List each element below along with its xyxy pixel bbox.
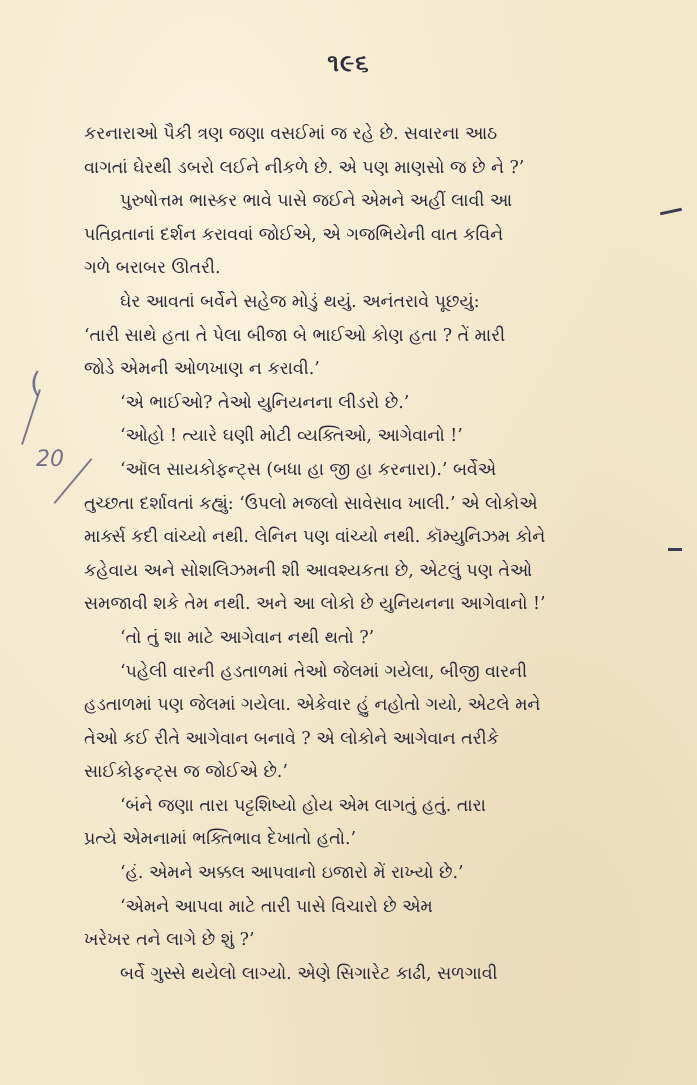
paragraph: [84, 420, 666, 454]
paragraph: [84, 857, 666, 891]
page-number: ૧૯૬: [327, 48, 370, 77]
body-text: [84, 118, 666, 991]
text-line: ‘તારી સાથે હતા તે પેલા બીજા બે ભાઈઓ કોણ હતા ? તેં મારી: [84, 325, 506, 346]
text-line: ‘એ ભાઈઓ? તેઓ યુનિયનના લીડરો છે.’: [120, 392, 410, 413]
pencil-margin-note: 20: [36, 447, 64, 472]
text-line: ખરેખર તને લાગે છે શું ?’: [84, 930, 255, 951]
pencil-bracket-mark: (: [30, 366, 41, 399]
text-line: ‘પહેલી વારની હડતાળમાં તેઓ જેલમાં ગયેલા, બીજી વારની: [120, 661, 528, 682]
text-line: ‘એમને આપવા માટે તારી પાસે વિચારો છે એમ: [120, 896, 433, 917]
text-line: કહેવાય અને સોશલિઝમની શી આવશ્યકતા છે, એટલું પણ તેઓ: [84, 560, 533, 581]
margin-ink-mark: [668, 548, 682, 551]
text-line: ‘બંને જણા તારા પટ્ટશિષ્યો હોય એમ લાગતું હતું. તારા: [120, 795, 486, 816]
paragraph: [84, 118, 666, 185]
text-line: માર્ક્સ કદી વાંચ્યો નથી. લેનિન પણ વાંચ્યો નથી. કૉમ્યુનિઝમ કોને: [84, 527, 546, 548]
text-line: સમજાવી શકે તેમ નથી. અને આ લોકો છે યુનિયનના આગેવાનો !’: [84, 594, 546, 615]
paragraph: [84, 958, 666, 992]
text-line: પતિવ્રતાનાં દર્શન કરાવવાં જોઈએ, એ ગજભિયેની વાત કવિને: [84, 224, 504, 245]
paragraph: [84, 387, 666, 421]
paragraph: [84, 790, 666, 857]
text-line: ‘હં. એમને અક્કલ આપવાનો ઇજારો મેં રાખ્યો છે.’: [120, 863, 464, 884]
text-line: પ્રત્યે એમનામાં ભક્તિભાવ દેખાતો હતો.’: [84, 829, 357, 850]
text-line: કરનારાઓ પૈકી ત્રણ જણા વસઈમાં જ રહે છે. સવારના આઠ: [84, 124, 498, 144]
text-line: હડતાળમાં પણ જેલમાં ગયેલા. એકેવાર હું નહોતો ગયો, એટલે મને: [84, 695, 541, 716]
text-line: જોડે એમની ઓળખાણ ન કરાવી.’: [84, 359, 320, 380]
paragraph: [84, 185, 666, 286]
text-line: સાઈકોફન્ટ્સ જ જોઈએ છે.’: [84, 762, 288, 783]
text-line: ‘ઑલ સાયકોફન્ટ્સ (બધા હા જી હા કરનારા).’ બર્વેએ: [120, 459, 497, 480]
text-line: ગળે બરાબર ઊતરી.: [84, 258, 221, 279]
text-line: ‘ઓહો ! ત્યારે ઘણી મોટી વ્યક્તિઓ, આગેવાનો !’: [120, 426, 463, 447]
text-line: બર્વે ગુસ્સે થયેલો લાગ્યો. એણે સિગારેટ કાઢી, સળગાવી: [120, 963, 498, 984]
text-line: પુરુષોત્તમ ભાસ્કર ભાવે પાસે જઈને એમને અહીં લાવી આ: [120, 191, 513, 212]
paragraph: [84, 891, 666, 958]
paragraph: [84, 286, 666, 387]
paragraph: [84, 622, 666, 656]
paragraph: [84, 454, 666, 622]
text-line: ‘તો તું શા માટે આગેવાન નથી થતો ?’: [120, 627, 375, 648]
text-line: તુચ્છતા દર્શાવતાં કહ્યું: ‘ઉપલો મજલો સાવેસાવ ખાલી.’ એ લોકોએ: [84, 493, 538, 514]
text-line: તેઓ કઈ રીતે આગેવાન બનાવે ? એ લોકોને આગેવાન તરીકે: [84, 728, 499, 749]
paragraph: [84, 656, 666, 790]
text-line: વાગતાં ઘેરથી ડબરો લઈને નીકળે છે. એ પણ માણસો જ છે ને ?’: [84, 157, 525, 178]
text-line: ઘેર આવતાં બર્વેને સહેજ મોડું થયું. અનંતરાવે પૂછયું:: [120, 291, 480, 312]
